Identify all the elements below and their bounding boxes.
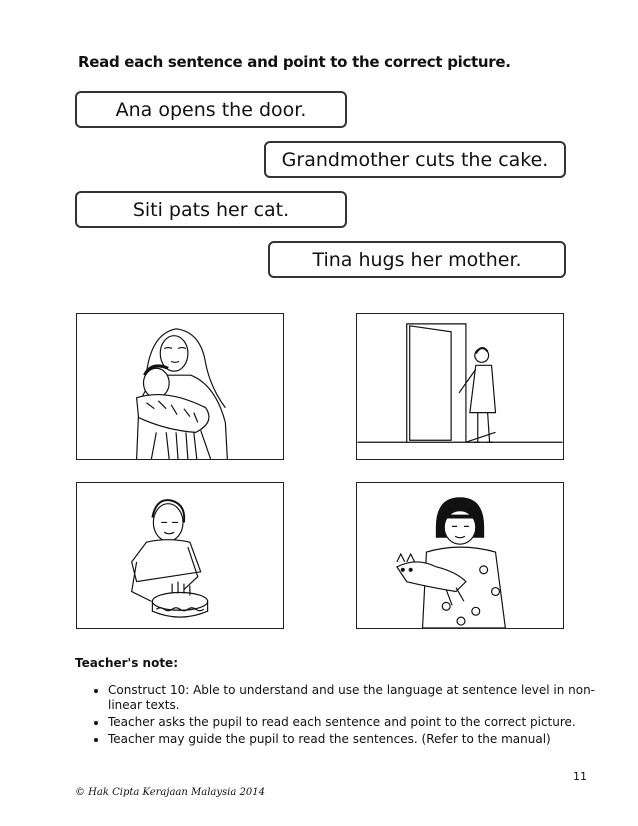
sentence-text: Siti pats her cat. [132, 198, 290, 221]
girl-opening-door-illustration [356, 313, 564, 460]
page-number: 11 [573, 770, 587, 783]
instruction-heading: Read each sentence and point to the correct picture. [78, 53, 511, 71]
cat-drawing [357, 483, 563, 628]
sentence-text: Grandmother cuts the cake. [281, 148, 549, 171]
sentence-box-2 [264, 141, 566, 178]
copyright-notice: © Hak Cipta Kerajaan Malaysia 2014 [75, 787, 265, 798]
grandmother-cutting-cake-illustration [76, 482, 284, 629]
teacher-note-title: Teacher's note: [75, 656, 178, 670]
teacher-note-list [88, 683, 628, 749]
list-item: • Teacher may guide the pupil to read the sentences. (Refer to the manual) [108, 732, 628, 747]
hug-drawing [77, 314, 283, 459]
sentence-text: Tina hugs her mother. [312, 248, 522, 271]
sentence-box-3 [75, 191, 347, 228]
cake-drawing [77, 483, 283, 628]
door-drawing [357, 314, 563, 459]
girl-holding-cat-illustration [356, 482, 564, 629]
mother-hugging-girl-illustration [76, 313, 284, 460]
sentence-box-1 [75, 91, 347, 128]
sentence-text: Ana opens the door. [115, 98, 307, 121]
sentence-box-4 [268, 241, 566, 278]
list-item: • Construct 10: Able to understand and use the language at sentence level in non-linear texts. [108, 683, 628, 713]
list-item: • Teacher asks the pupil to read each sentence and point to the correct picture. [108, 715, 628, 730]
